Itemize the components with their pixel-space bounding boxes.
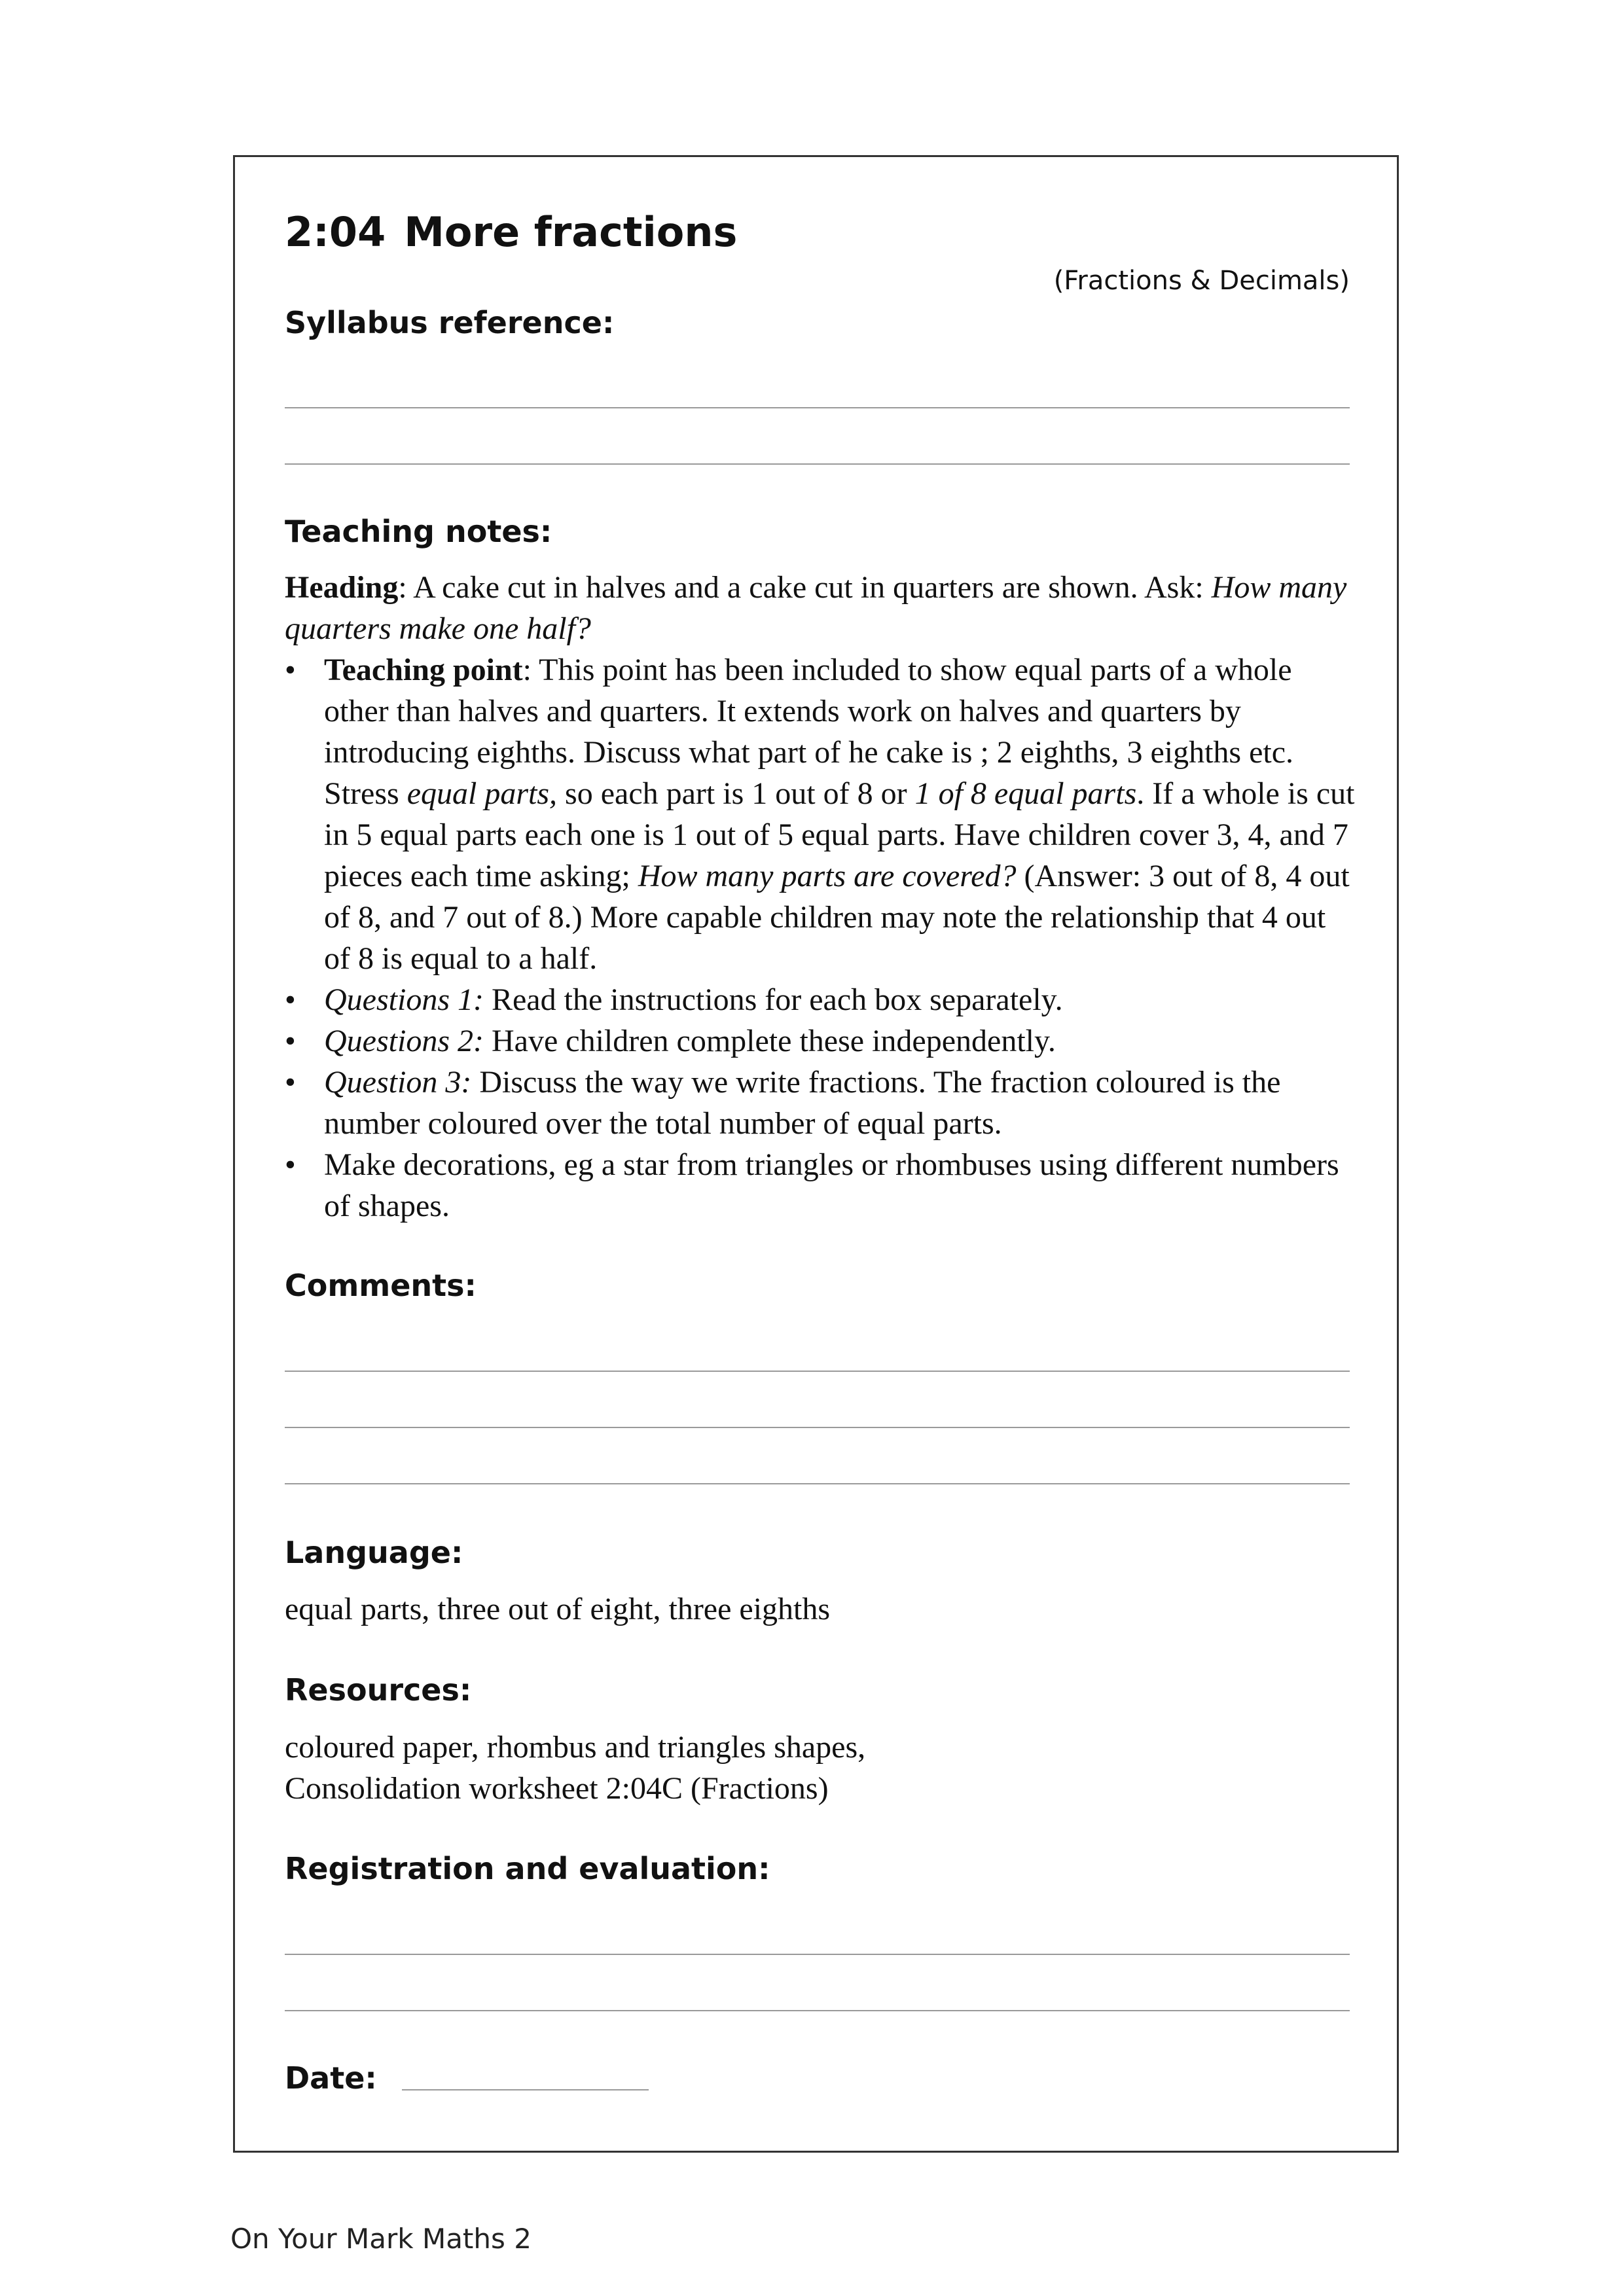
lesson-number: 2:04 (285, 208, 386, 256)
bullet-icon: • (285, 982, 296, 1017)
resources-heading: Resources: (285, 1672, 472, 1708)
bullet-text: so each part is 1 out of 8 or (557, 776, 915, 811)
comments-writing-line-3[interactable] (285, 1483, 1350, 1484)
bullet-icon: • (285, 1065, 296, 1100)
comments-heading: Comments: (285, 1268, 477, 1303)
page-footer: On Your Mark Maths 2 (230, 2223, 532, 2255)
syllabus-writing-line-1[interactable] (285, 407, 1350, 408)
bullet-text: Read the instructions for each box separately. (483, 982, 1063, 1017)
bullet-italic: Questions 2: (324, 1024, 484, 1058)
bullet-icon: • (285, 1147, 296, 1182)
intro-italic: How many quarters make one half? (285, 570, 1347, 646)
language-text: equal parts, three out of eight, three eighths (285, 1592, 831, 1626)
list-item (285, 1062, 1358, 1144)
language-heading: Language: (285, 1535, 463, 1570)
list-item (285, 1144, 1358, 1227)
date-label: Date: (285, 2060, 377, 2096)
registration-heading: Registration and evaluation: (285, 1851, 770, 1886)
lesson-title: More fractions (404, 208, 738, 256)
teaching-notes-body (285, 567, 1358, 1227)
list-item (285, 979, 1358, 1020)
teaching-notes-list (285, 649, 1358, 1227)
bullet-italic: 1 of 8 equal parts (914, 776, 1137, 811)
resources-line-2: Consolidation worksheet 2:04C (Fractions) (285, 1771, 829, 1806)
bullet-icon: • (285, 1024, 296, 1058)
intro-text: : A cake cut in halves and a cake cut in quarters are shown. Ask: (398, 570, 1212, 605)
bullet-text: Discuss the way we write fractions. The fraction coloured is the number coloured over the total number of equal parts. (324, 1065, 1281, 1141)
bullet-text: : This point has been included to show equal parts of a whole other than halves and quarters. It extends work on halves and quarters by introducing eighths. Discuss what part of he cake is ; 2 eighths, 3 eighths etc. Stress (324, 653, 1294, 811)
teaching-notes-intro (285, 567, 1358, 649)
syllabus-heading: Syllabus reference: (285, 305, 615, 340)
resources-text (285, 1727, 1358, 1809)
bullet-italic: equal parts, (406, 776, 558, 811)
bullet-italic: How many parts are covered? (638, 859, 1017, 893)
page-title (285, 208, 737, 256)
strand-label: (Fractions & Decimals) (1053, 266, 1350, 296)
comments-writing-line-2[interactable] (285, 1427, 1350, 1428)
resources-line-1: coloured paper, rhombus and triangles shapes, (285, 1730, 866, 1765)
registration-writing-line-2[interactable] (285, 2010, 1350, 2011)
date-writing-line[interactable] (402, 2089, 649, 2090)
syllabus-writing-line-2[interactable] (285, 463, 1350, 465)
bullet-text: Make decorations, eg a star from triangles or rhombuses using different numbers of shapes. (324, 1147, 1339, 1223)
comments-writing-line-1[interactable] (285, 1371, 1350, 1372)
bullet-bold: Teaching point (324, 653, 523, 687)
bullet-text: Have children complete these independently. (483, 1024, 1056, 1058)
list-item (285, 649, 1358, 979)
bullet-icon: • (285, 653, 296, 687)
bullet-text: (Answer: 3 out of 8, 4 out of 8, and 7 out of 8.) More capable children may note the relationship that 4 out of 8 is equal to a half. (324, 859, 1350, 976)
intro-bold: Heading (285, 570, 399, 605)
teaching-notes-heading: Teaching notes: (285, 514, 552, 549)
bullet-italic: Question 3: (324, 1065, 472, 1100)
bullet-text: . If a whole is cut in 5 equal parts each one is 1 out of 5 equal parts. Have children cover 3, 4, and 7 pieces each time asking; (324, 776, 1355, 893)
list-item (285, 1020, 1358, 1062)
bullet-italic: Questions 1: (324, 982, 484, 1017)
registration-writing-line-1[interactable] (285, 1954, 1350, 1955)
